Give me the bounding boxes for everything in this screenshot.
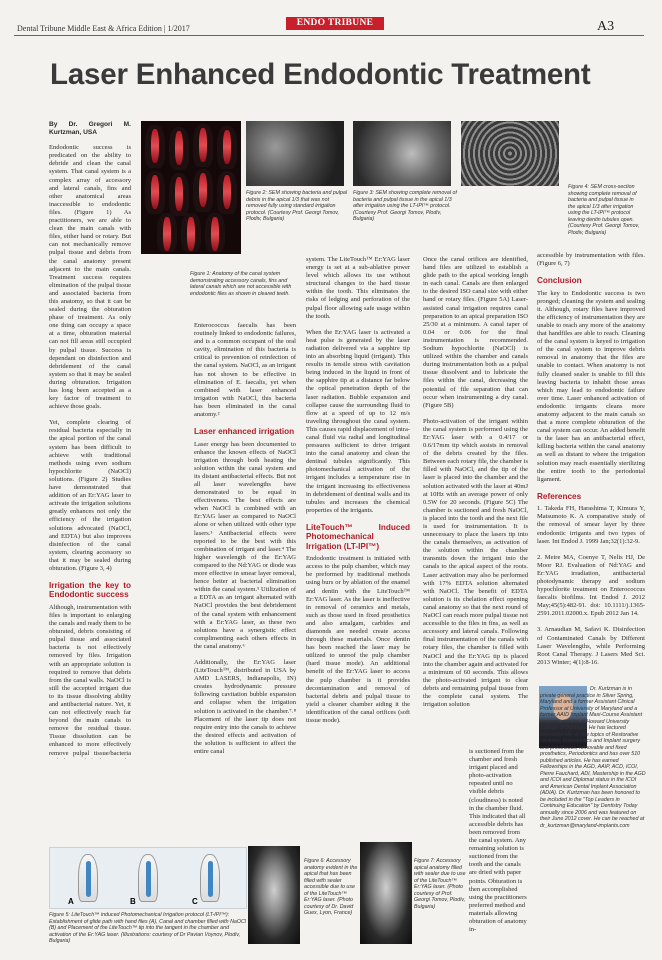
cleared-tooth-image [193, 124, 213, 167]
figure-5-caption: Figure 5: LiteTouch™ induced Photomechanical Irrigation protocol (LT-IPI™): Establishment of glide path with hand files (A), Canal and chamber filled with NaOCl (B) and Placement of the LiteTouch™ tip into the tangent in the chamber and activation of the Er:YAG laser. (Illustrations: courtesy of Dr Pavian Voynov, Plodiv, Bulgaria) [49, 912, 246, 944]
subheading: Conclusion [537, 276, 582, 286]
tooth-diagram [200, 854, 220, 902]
cleared-tooth-image [169, 173, 189, 216]
paragraph: When the Er:YAG laser is activated a heat pulse is generated by the laser radiation delivered via a sapphire tip into an absorbing liquid (irrigant). This results in tensile stress with cavitation being induced in the liquid in front of the sapphire tip at a distance far below the optical penetration depth of the laser radiation. Bubble expansion and collapse cause the surrounding fluid to flow at a speed of up to 12 m/s traveling throughout the canal system. This causes rapid displacement of intra-canal fluid via radial and longitudinal pressures sufficient to drive irrigant into the canal anatomy and clean the dentinal tubules significantly. This photomechanical activation of the irrigant includes a temperature rise in the irrigant increasing its effectiveness in debridement of dentinal walls and its tubules and increases the chemical properties of the irrigants. [306, 328, 410, 514]
figure-5-diagram [49, 847, 247, 909]
cleared-tooth-image [205, 213, 225, 252]
column-5 [537, 252, 645, 672]
publication-name: Dental Tribune Middle East & Africa Edition | 1/2017 [17, 24, 190, 33]
figure-2-image [246, 121, 344, 186]
paragraph: system. The LiteTouch™ Er:YAG laser energy is set at a sub-ablative power level which allows its use without structural changes to the hard tissue within the tooth. This eliminates the risks of ledging and perforation of the pulpal floor allowing safe usage within the tooth. [306, 256, 410, 320]
column-2 [194, 322, 296, 758]
figure-7-caption: Figure 7: Accessory apical anatomy filled with sealer due to use of the LiteTouch™ Er:YAG laser. (Photo courtesy of Prof. Georgi Tomov, Plodiv, Bulgaria) [414, 858, 466, 910]
paragraph: Once the canal orifices are identified, hand files are utilized to establish a glide path to the apical working length in each canal. Canals are then enlarged to the desired ISO canal size with either hand or rotary files. (Figure 5A) Laser-assisted canal irrigation requires canal preparation to an apical preparation ISO 25/30 at a minimum. A canal taper of 0.04 or 0.06 for the final instrumentation is recommended. Sodium hypochlorite (NaOCl) is utilized within the chamber and canals during instrumentation both as a pulpal tissue dissolvent and to lubricate the files within the canal, decreasing the potential of file separation that can occur when instrumenting a dry canal. (Figure 5B) [423, 256, 528, 409]
figure-6-radiograph [248, 846, 300, 944]
paragraph: Photo-activation of the irrigant within the canal system is performed using the Er:YAG laser with a 0.4/17 or 0.6/17mm tip which assists in removal of the debris created by the files. Between each rotary file, the chamber is filled with NaOCl, and the tip of the laser is placed into the chamber and the solution activated with the laser at 40mJ at 10Hz with an average power of only 0.5W for 20 seconds. (Figure 5C) The chamber is suctioned and fresh NaOCl, is placed into the tooth and the next file is used for instrumentation. It is unnecessary to place the lasers tip into the canals themselves, as activation of the solution within the chamber transmits down the irrigant into the canals to the apical aspect of the roots. Laser activation may also be performed with 17% EDTA solution alternated with NaOCl. The benefit of EDTA solution is its chelation effect opening canal anatomy so that the next round of NaOCl can reach more pulpal tissue not accessible to the files in fins, as well as accessory and lateral canals. Following final instrumentation of the canals with rotary files, the chamber is filled with NaOCl and the Er:YAG tip is placed into the chamber again and activated for a minimum of 60 seconds. This allows the photo-activated irrigant to clear debris and remaining pulpal tissue from the complete canal system. The irrigation solution [423, 417, 528, 709]
paragraph: The key to Endodontic success is two pronged; cleaning the system and sealing it. Although, rotary files have improved the efficiency of instrumentation they are unable to reach any more of the anatomy that handfiles are able to reach. Cleaning of the canal system is keyed to irrigation of the canal system to improve debris removal in anatomy that the files are unable to contact. When anatomy is not fully cleaned sealer is unable to fill this leaving bacteria to inhabit those areas which may lead to endodontic failure over time. Laser enhanced activation of endodontic irrigants cleans more anatomy adjacent to the main canals so that a more complete obturation of the canal system can occur. An added benefit is the laser has an antibacterial effect, killing bacteria within the canal anatomy as well as distant to where the irrigation solution may reach essentially sterilizing the entire tooth to the periodontal ligament. [537, 289, 645, 483]
cleared-tooth-image [217, 171, 237, 214]
paragraph: Enterococcus faecalis has been routinely linked to endodontic failures, and is a common occupant of the oral cavity, elimination of this bacteria is critical to prevention of reinfection of the canal system. NaOCl, as an irrigant has not shown to be effective in elimination of E. faecalis, yet when combined with laser enhanced irrigation with NaOCl, this bacteria has been eliminated in the canal anatomy.² [194, 322, 296, 419]
diagram-label: A [68, 897, 74, 906]
column-4-continued [469, 748, 529, 936]
byline: By Dr. Gregori M. Kurtzman, USA [49, 121, 131, 137]
paragraph: accessible by instrumentation with files. (Figure 6, 7) [537, 252, 645, 268]
header-divider [14, 35, 644, 36]
reference-item: 1. Takeda FH, Harashima T, Kimura Y, Matsumoto K. A comparative study of the removal of smear layer by three endodontic irrigants and two types of laser. Int Endod J. 1999 Jan;32(1):32-9. [537, 505, 645, 545]
cleared-tooth-image [217, 126, 237, 169]
reference-item: 3. Arnaudian M, Safavi K. Disinfection of Contaminated Canals by Different Laser Wavelengths, while Performing Root Canal Therapy. J Lasers Med Sci. 2013 Winter; 4(1):8-16. [537, 626, 645, 666]
page-number: A3 [597, 19, 615, 34]
cleared-tooth-image [193, 169, 213, 212]
page-header [0, 0, 662, 35]
column-3 [306, 256, 410, 758]
paragraph: Endodontic success is predicated on the ability to debride and clean the canal system. That canal system is a complex array of accessory and lateral canals, fins and other anatomical areas inaccessible to endodontic files. (Figure 1) As practitioners, we are able to clean the main canals with files, either hand or rotary. But can not mechanically remove pulpal tissue and debris from the canal anatomy present adjacent to the main canals. Treatment success requires elimination of the pulpal tissue and associated bacteria from this anatomy, so that it can be sealed during the obturation phase of treatment. As only one thing can occupy a space at a time, obturation material can not fill areas still occupied by pulpal tissue. Success is dependant on disinfection and debridement of the canal system so that it may be sealed during obturation. Irrigation has long been accepted as a key factor of treatment to achieve those goals. [49, 144, 131, 411]
author-bio: Dr. Kurtzman is in private general practice in Silver Spring, Maryland and a former Assistant Clinical Professor at University of Maryland and a former AAID Implant Maxi-Course Assistant program director at Howard University College of Dentistry. He has lectured internationally on the topics of Restorative dentistry, Endodontics and Implant surgery and prosthetics, removable and fixed prosthetics, Periodontics and has over 510 published articles. He has earned Fellowships in the AGD, AAIP, ACD, ICOI, Pierre Fauchard, ADI, Mastership in the AGD and ICOI and Diplomat status in the ICOI and American Dental Implant Association (ADIA). Dr. Kurtzman has been honored to be included in the "Top Leaders in Continuing Education" by Dentistry Today annually since 2006 and was featured on their June 2012 cover. He can be reached at dr_kurtzman@maryland-implants.com [540, 686, 646, 829]
figure-3-image [353, 121, 451, 186]
subheading: Irrigation the key to Endodontic success [49, 581, 131, 600]
diagram-label: B [130, 897, 136, 906]
column-1 [49, 121, 131, 759]
subheading: Laser enhanced irrigation [194, 427, 295, 437]
figure-3-caption: Figure 3: SEM showing complete removal of bacteria and pulpal tissue in the apical 1/3 after irrigation using the LT-IPI™ protocol. (Courtesy Prof. Georgi Tomov, Plodiv, Bulgaria) [353, 190, 457, 222]
figure-4-caption: Figure 4: SEM cross-section showing complete removal of bacteria and pulpal tissue in the apical 1/3 after irrigation using the LT-IPI™ protocol leaving dentin tubules open. (Courtesy Prof. Georgi Tomov, Plodiv, Bulgaria) [568, 184, 640, 236]
figure-1-caption: Figure 1: Anatomy of the canal system demonstrating accessory canals, fins and lateral canals which are not accessible with endodontic files as shown in cleared teeth. [190, 271, 292, 297]
subheading: References [537, 491, 582, 501]
diagram-label: C [192, 897, 198, 906]
cleared-tooth-image [181, 213, 201, 252]
figure-1-image [141, 121, 241, 254]
paragraph: Laser energy has been documented to enhance the known effects of NaOCl irrigation through both heating the solution within the canal system and its distant antibacterial effects. But not all laser wavelengths have demonstrated to be equal in effectiveness. The best effects are when NaOCl is combined with an Er:YAG laser as compared to NaOCl alone or when utilized with other type lasers.³ Antibacterial effects were reported to be the best with this combination of irrigant and laser.⁴ The higher wavelength of the Er:YAG compared to the Nd:YAG or diode was more effective in smear layer removal, hence better at bacterial elimination within the canal system.⁵ Utilization of a EDTA as an irrigant alternated with NaOCl provides the best debridement of the canal system with enhancement with a Er:YAG laser, as these two solutions have a synergistic effect complimenting each others effects in the canal anatomy.⁶ [194, 440, 296, 650]
paragraph: Endodontic treatment is initiated with access to the pulp chamber, which may be preformed by traditional methods using burs or by ablation of the enamel and dentin with the LiteTouch™ Er:YAG laser. As the laser is ineffective in removal of ceramics and metals, such as those used in fixed prosthetics and also amalgam, carbides and diamonds are needed create access through these materials. Once dentin has been reached the laser may be utilized to unroof the pulp chamber (hard tissue mode). An additional benefit of the Er:YAG laser to access the pulp chamber is it provides decontamination and removal of bacterial debris and pulpal tissue to yield a cleaner chamber aiding it the identification of the canal orifices (soft tissue mode). [306, 555, 410, 724]
figure-7-radiograph [360, 842, 412, 944]
cleared-tooth-image [145, 171, 165, 214]
subheading: LiteTouch™ Induced Photomechanical Irrigation (LT-IPI™) [306, 522, 410, 551]
article-headline: Laser Enhanced Endodontic Treatment [50, 58, 591, 91]
section-label: ENDO TRIBUNE [286, 17, 384, 30]
figure-4-image [461, 121, 559, 186]
paragraph: Additionally, the Er:YAG laser (LiteTouch™, distributed in USA by AMD LASERS, Indianapolis, IN) creates hydrodynamic pressure following cavitation bubble expansion and collapse when the irrigation solution is activated in the chamber.⁷˒⁸ Placement of the laser tip does not require entry into the canals to achieve the desired effects and activation of the solution is sufficient to affect the entire canal [194, 658, 296, 755]
column-4 [423, 256, 528, 744]
figure-6-caption: Figure 6: Accessory anatomy evident in the apical that has been filled with sealer accessible due to use of the LiteTouch™ Er:YAG laser. (Photo courtesy of Dr. David Guex, Lyon, France) [304, 858, 358, 916]
tooth-diagram [138, 854, 158, 902]
paragraph: is suctioned from the chamber and fresh irrigant placed and photo-activation repeated until no visible debris (cloudiness) is noted in the chamber fluid. This indicated that all accessible debris has been removed from the canal system. Any remaining solution is suctioned from the tooth and the canals are dried with paper points. Obturation is then accomplished using the practitioners preferred method and materials allowing obturation of anatomy in- [469, 748, 527, 934]
cleared-tooth-image [169, 127, 189, 170]
figure-2-caption: Figure 2: SEM showing bacteria and pulpal debris in the apical 1/3 that was not removed fully using standard irrigation protocol. (Courtesy Prof. Georgi Tomov, Plodiv, Bulgaria) [246, 190, 347, 222]
reference-item: 2. Meire MA, Coenye T, Nelis HJ, De Moor RJ. Evaluation of Nd:YAG and Er:YAG irradiation, antibacterial photodynamic therapy and sodium hypochlorite treatment on Enterococcus faecalis biofilms. Int Endod J. 2012 May;45(5):482-91. doi: 10.1111/j.1365-2591.2011.02000.x. Epub 2012 Jan 14. [537, 553, 645, 618]
paragraph: Yet, complete clearing of residual bacteria especially in the apical portion of the canal system has been difficult to achieve with traditional methods using even sodium hypochlorite (NaOCl) solutions. (Figure 2) Studies have demonstrated that addition of an Er:YAG laser to activate the irrigation solutions greatly enhances not only the efficiency of the irrigation solutions advocated (NaOCl, and EDTA) but also improves disinfection of the canal system, clearing accessory so that it may be sealed during obturation. (Figure 3, 4) [49, 419, 131, 572]
cleared-tooth-image [157, 213, 177, 252]
tooth-diagram [78, 854, 98, 902]
paragraph: Although, instrumentation with files is important to enlarging the canals and ready them to be obturated, debris consisting of pulpal tissue and associated bacteria is not effectively removed by files. Irrigation with an appropriate solution is required to remove that debris from the canal walls. NaOCl is still the accepted irrigant due to its tissue dissolving ability and antibacterial nature. Yet, it can not effectively reach far beyond the main canals to remove the residual tissue. Tissue dissolution can be enhanced to more effectively remove pulpal tissue/bacteria [49, 603, 131, 757]
cleared-tooth-image [145, 125, 165, 168]
